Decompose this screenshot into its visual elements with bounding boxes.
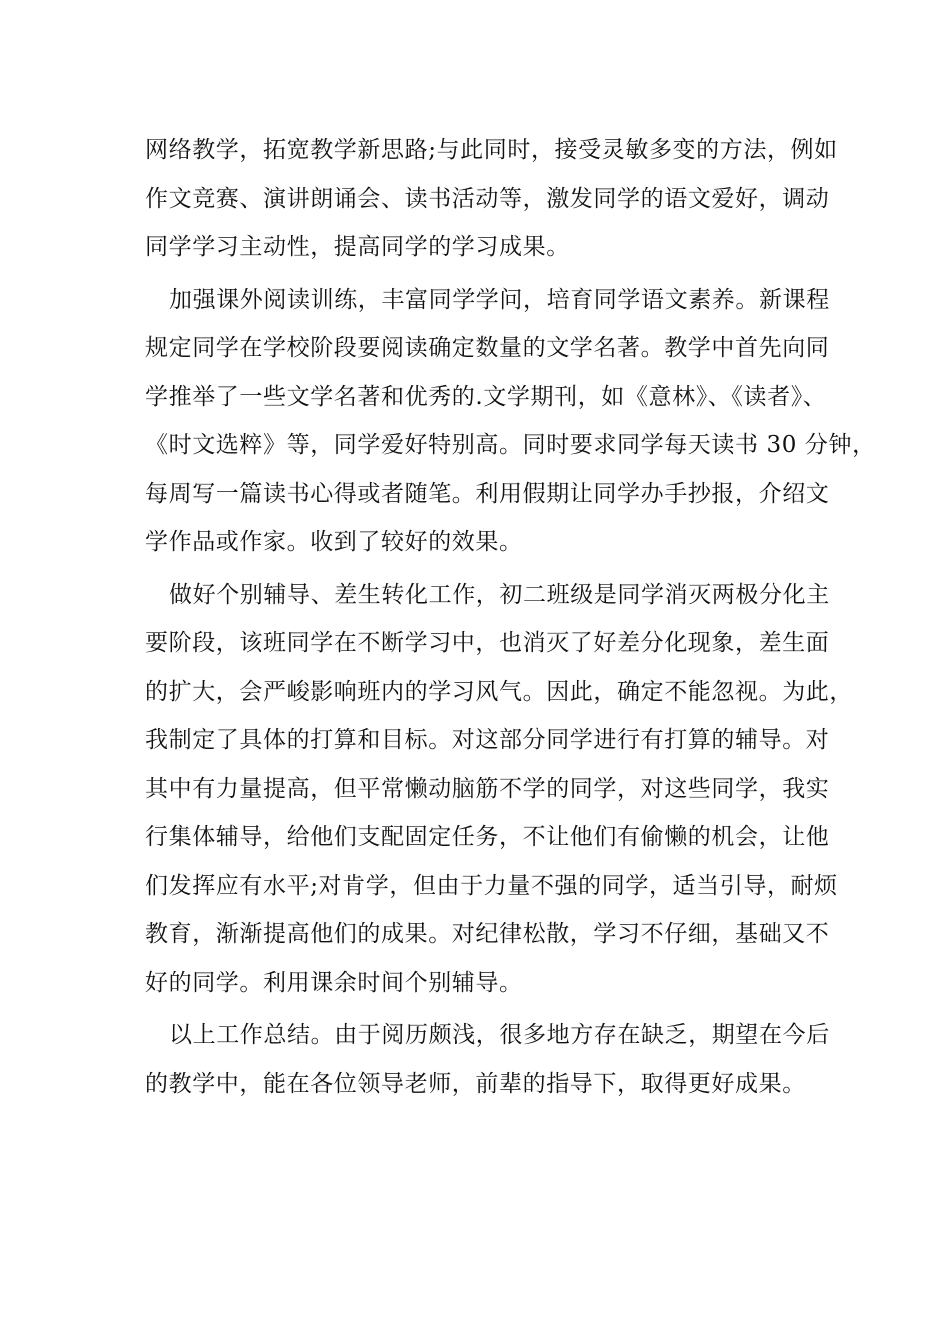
text-line: 我制定了具体的打算和目标。对这部分同学进行有打算的辅导。对: [145, 727, 830, 753]
text-line: 《时文选粹》等，同学爱好特别高。同时要求同学每天读书 30 分钟，: [145, 432, 876, 458]
paragraph-2: [145, 276, 876, 567]
text-line: 好的同学。利用课余时间个别辅导。: [145, 969, 523, 996]
text-line: 教育，渐渐提高他们的成果。对纪律松散，学习不仔细，基础又不: [145, 921, 830, 947]
text-line: 做好个别辅导、差生转化工作，初二班级是同学消灭两极分化主: [169, 581, 830, 608]
text-line: 行集体辅导，给他们支配固定任务，不让他们有偷懒的机会，让他: [145, 824, 830, 850]
text-line: 学作品或作家。收到了较好的效果。: [145, 529, 523, 555]
text-line: 的扩大，会严峻影响班内的学习风气。因此，确定不能忽视。为此，: [145, 678, 853, 705]
text-line: 同学学习主动性，提高同学的学习成果。: [145, 234, 570, 260]
text-line: 以上工作总结。由于阅历颇浅，很多地方存在缺乏，期望在今后: [169, 1022, 830, 1048]
document-body: [145, 126, 876, 1112]
text-line: 们发挥应有水平;对肯学，但由于力量不强的同学，适当引导，耐烦: [145, 872, 838, 899]
paragraph-4: [145, 1011, 830, 1108]
text-line: 要阶段，该班同学在不断学习中，也消灭了好差分化现象，差生面: [145, 630, 830, 656]
text-line: 规定同学在学校阶段要阅读确定数量的文学名著。教学中首先向同: [145, 335, 830, 361]
paragraph-1: [145, 126, 838, 272]
paragraph-3: [145, 571, 853, 1008]
text-line: 其中有力量提高，但平常懒动脑筋不学的同学，对这些同学，我实: [145, 775, 830, 802]
text-line: 作文竞赛、演讲朗诵会、读书活动等，激发同学的语文爱好，调动: [145, 185, 830, 212]
text-line: 网络教学，拓宽教学新思路;与此同时，接受灵敏多变的方法，例如: [145, 137, 838, 163]
text-line: 的教学中，能在各位领导老师，前辈的指导下，取得更好成果。: [145, 1070, 806, 1097]
text-line: 学推举了一些文学名著和优秀的.文学期刊，如《意林》、《读者》、: [145, 383, 827, 410]
text-line: 加强课外阅读训练，丰富同学学问，培育同学语文素养。新课程: [169, 286, 830, 313]
text-line: 每周写一篇读书心得或者随笔。利用假期让同学办手抄报，介绍文: [145, 480, 830, 507]
